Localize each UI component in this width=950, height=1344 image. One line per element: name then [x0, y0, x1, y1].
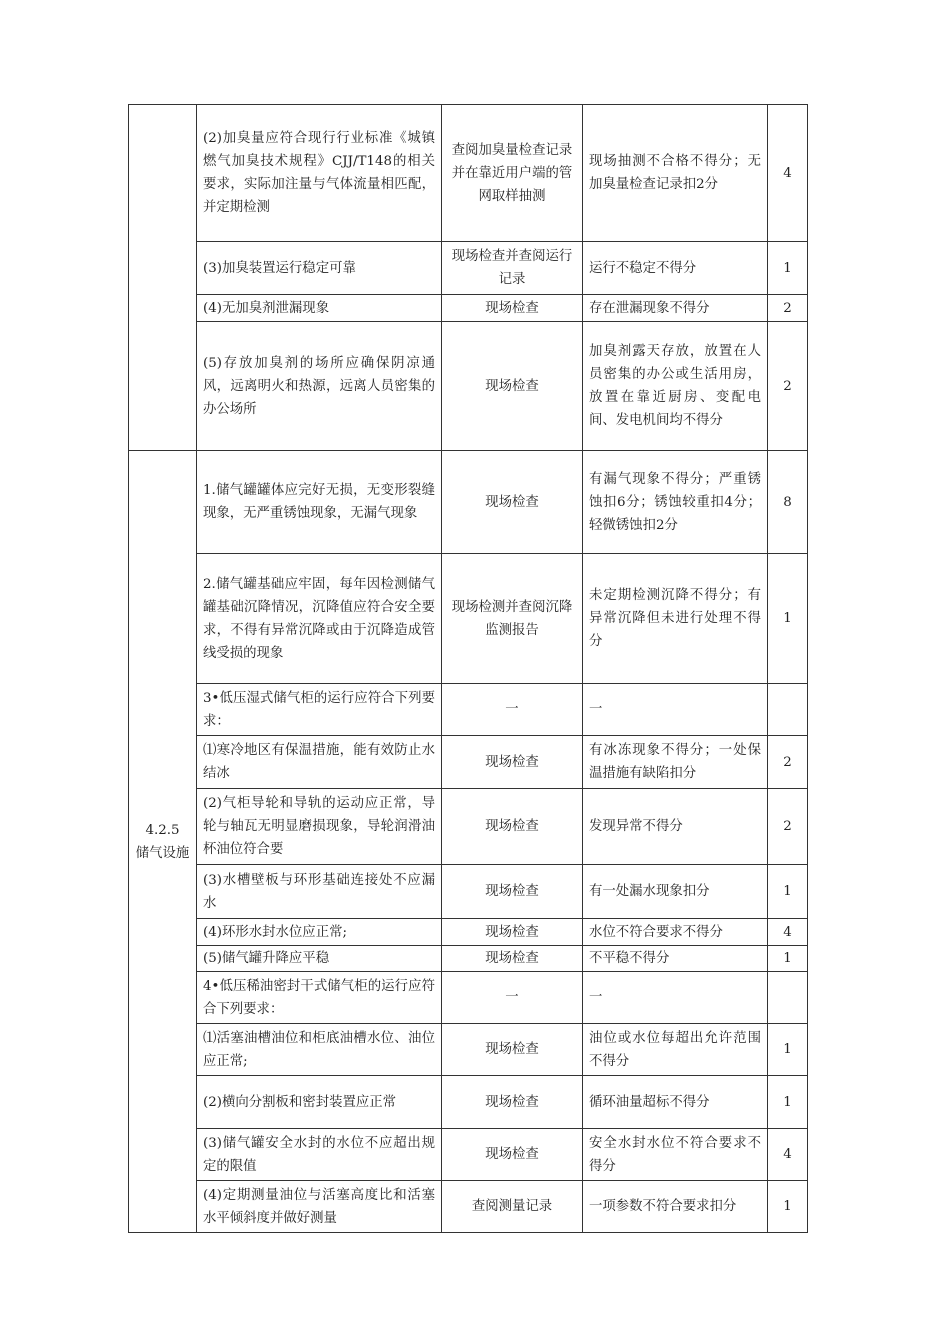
method-cell: 现场检查并查阅运行记录: [442, 242, 583, 295]
score-cell: 1: [768, 1024, 808, 1076]
score-cell: [768, 972, 808, 1024]
table-row: [129, 789, 808, 865]
table-row: [129, 1076, 808, 1129]
criteria-cell: 发现异常不得分: [583, 789, 768, 865]
method-cell: 一: [442, 972, 583, 1024]
method-cell: 现场检查: [442, 1129, 583, 1181]
table-row: [129, 242, 808, 295]
method-cell: 现场检查: [442, 1024, 583, 1076]
requirement-cell: 3•低压湿式储气柜的运行应符合下列要求：: [197, 684, 442, 736]
criteria-cell: 存在泄漏现象不得分: [583, 295, 768, 322]
score-cell: 1: [768, 865, 808, 919]
criteria-cell: 一: [583, 684, 768, 736]
table-row: [129, 1024, 808, 1076]
score-cell: 4: [768, 1129, 808, 1181]
inspection-table: [128, 104, 808, 1233]
table-row: [129, 919, 808, 946]
criteria-cell: 一: [583, 972, 768, 1024]
method-cell: 现场检查: [442, 322, 583, 451]
criteria-cell: 一项参数不符合要求扣分: [583, 1181, 768, 1233]
method-cell: 查阅测量记录: [442, 1181, 583, 1233]
requirement-cell: (2)气柜导轮和导轨的运动应正常，导轮与轴瓦无明显磨损现象，导轮润滑油杯油位符合要: [197, 789, 442, 865]
method-cell: 查阅加臭量检查记录并在靠近用户端的管网取样抽测: [442, 105, 583, 242]
criteria-cell: 不平稳不得分: [583, 946, 768, 972]
score-cell: [768, 684, 808, 736]
criteria-cell: 有漏气现象不得分；严重锈蚀扣6分；锈蚀较重扣4分；轻微锈蚀扣2分: [583, 451, 768, 554]
score-cell: 1: [768, 554, 808, 684]
score-cell: 2: [768, 736, 808, 789]
table-row: [129, 684, 808, 736]
method-cell: 一: [442, 684, 583, 736]
method-cell: 现场检查: [442, 789, 583, 865]
criteria-cell: 水位不符合要求不得分: [583, 919, 768, 946]
table-row: [129, 451, 808, 554]
method-cell: 现场检查: [442, 1076, 583, 1129]
requirement-cell: (3)加臭装置运行稳定可靠: [197, 242, 442, 295]
requirement-cell: 1.储气罐罐体应完好无损，无变形裂缝现象，无严重锈蚀现象，无漏气现象: [197, 451, 442, 554]
requirement-cell: (5)存放加臭剂的场所应确保阴凉通风，远离明火和热源，远离人员密集的办公场所: [197, 322, 442, 451]
requirement-cell: (4)环形水封水位应正常;: [197, 919, 442, 946]
requirement-cell: (2)加臭量应符合现行行业标准《城镇燃气加臭技术规程》CJJ/T148的相关要求，实际加注量与气体流量相匹配，并定期检测: [197, 105, 442, 242]
requirement-cell: (4)无加臭剂泄漏现象: [197, 295, 442, 322]
criteria-cell: 有冰冻现象不得分；一处保温措施有缺陷扣分: [583, 736, 768, 789]
score-cell: 2: [768, 789, 808, 865]
table-row: [129, 972, 808, 1024]
criteria-cell: 现场抽测不合格不得分；无加臭量检查记录扣2分: [583, 105, 768, 242]
score-cell: 2: [768, 295, 808, 322]
table-row: [129, 946, 808, 972]
table-row: [129, 554, 808, 684]
score-cell: 1: [768, 1076, 808, 1129]
criteria-cell: 油位或水位每超出允许范围不得分: [583, 1024, 768, 1076]
table-row: [129, 295, 808, 322]
section-code: 4.2.5: [145, 822, 180, 838]
score-cell: 1: [768, 242, 808, 295]
requirement-cell: ⑴寒冷地区有保温措施，能有效防止水结冰: [197, 736, 442, 789]
method-cell: 现场检查: [442, 865, 583, 919]
score-cell: 8: [768, 451, 808, 554]
requirement-cell: (5)储气罐升降应平稳: [197, 946, 442, 972]
requirement-cell: (3)储气罐安全水封的水位不应超出规定的限值: [197, 1129, 442, 1181]
section-cell: [129, 451, 197, 1233]
requirement-cell: 2.储气罐基础应牢固，每年因检测储气罐基础沉降情况，沉降值应符合安全要求，不得有异常沉降或由于沉降造成管线受损的现象: [197, 554, 442, 684]
table-row: [129, 105, 808, 242]
score-cell: 2: [768, 322, 808, 451]
section-cell-previous: [129, 105, 197, 451]
section-name: 储气设施: [135, 845, 190, 861]
requirement-cell: (4)定期测量油位与活塞高度比和活塞水平倾斜度并做好测量: [197, 1181, 442, 1233]
method-cell: 现场检查: [442, 946, 583, 972]
criteria-cell: 安全水封水位不符合要求不得分: [583, 1129, 768, 1181]
criteria-cell: 未定期检测沉降不得分；有异常沉降但未进行处理不得分: [583, 554, 768, 684]
table-row: [129, 865, 808, 919]
method-cell: 现场检查: [442, 451, 583, 554]
score-cell: 1: [768, 946, 808, 972]
method-cell: 现场检查: [442, 919, 583, 946]
requirement-cell: 4•低压稀油密封干式储气柜的运行应符合下列要求：: [197, 972, 442, 1024]
table-row: [129, 1129, 808, 1181]
requirement-cell: ⑴活塞油槽油位和柜底油槽水位、油位应正常;: [197, 1024, 442, 1076]
score-cell: 4: [768, 919, 808, 946]
method-cell: 现场检查: [442, 295, 583, 322]
criteria-cell: 循环油量超标不得分: [583, 1076, 768, 1129]
method-cell: 现场检测并查阅沉降监测报告: [442, 554, 583, 684]
table-row: [129, 1181, 808, 1233]
method-cell: 现场检查: [442, 736, 583, 789]
criteria-cell: 有一处漏水现象扣分: [583, 865, 768, 919]
criteria-cell: 加臭剂露天存放，放置在人员密集的办公或生活用房，放置在靠近厨房、变配电间、发电机间均不得分: [583, 322, 768, 451]
score-cell: 4: [768, 105, 808, 242]
criteria-cell: 运行不稳定不得分: [583, 242, 768, 295]
requirement-cell: (2)横向分割板和密封装置应正常: [197, 1076, 442, 1129]
score-cell: 1: [768, 1181, 808, 1233]
requirement-cell: (3)水槽壁板与环形基础连接处不应漏水: [197, 865, 442, 919]
table-row: [129, 322, 808, 451]
table-row: [129, 736, 808, 789]
